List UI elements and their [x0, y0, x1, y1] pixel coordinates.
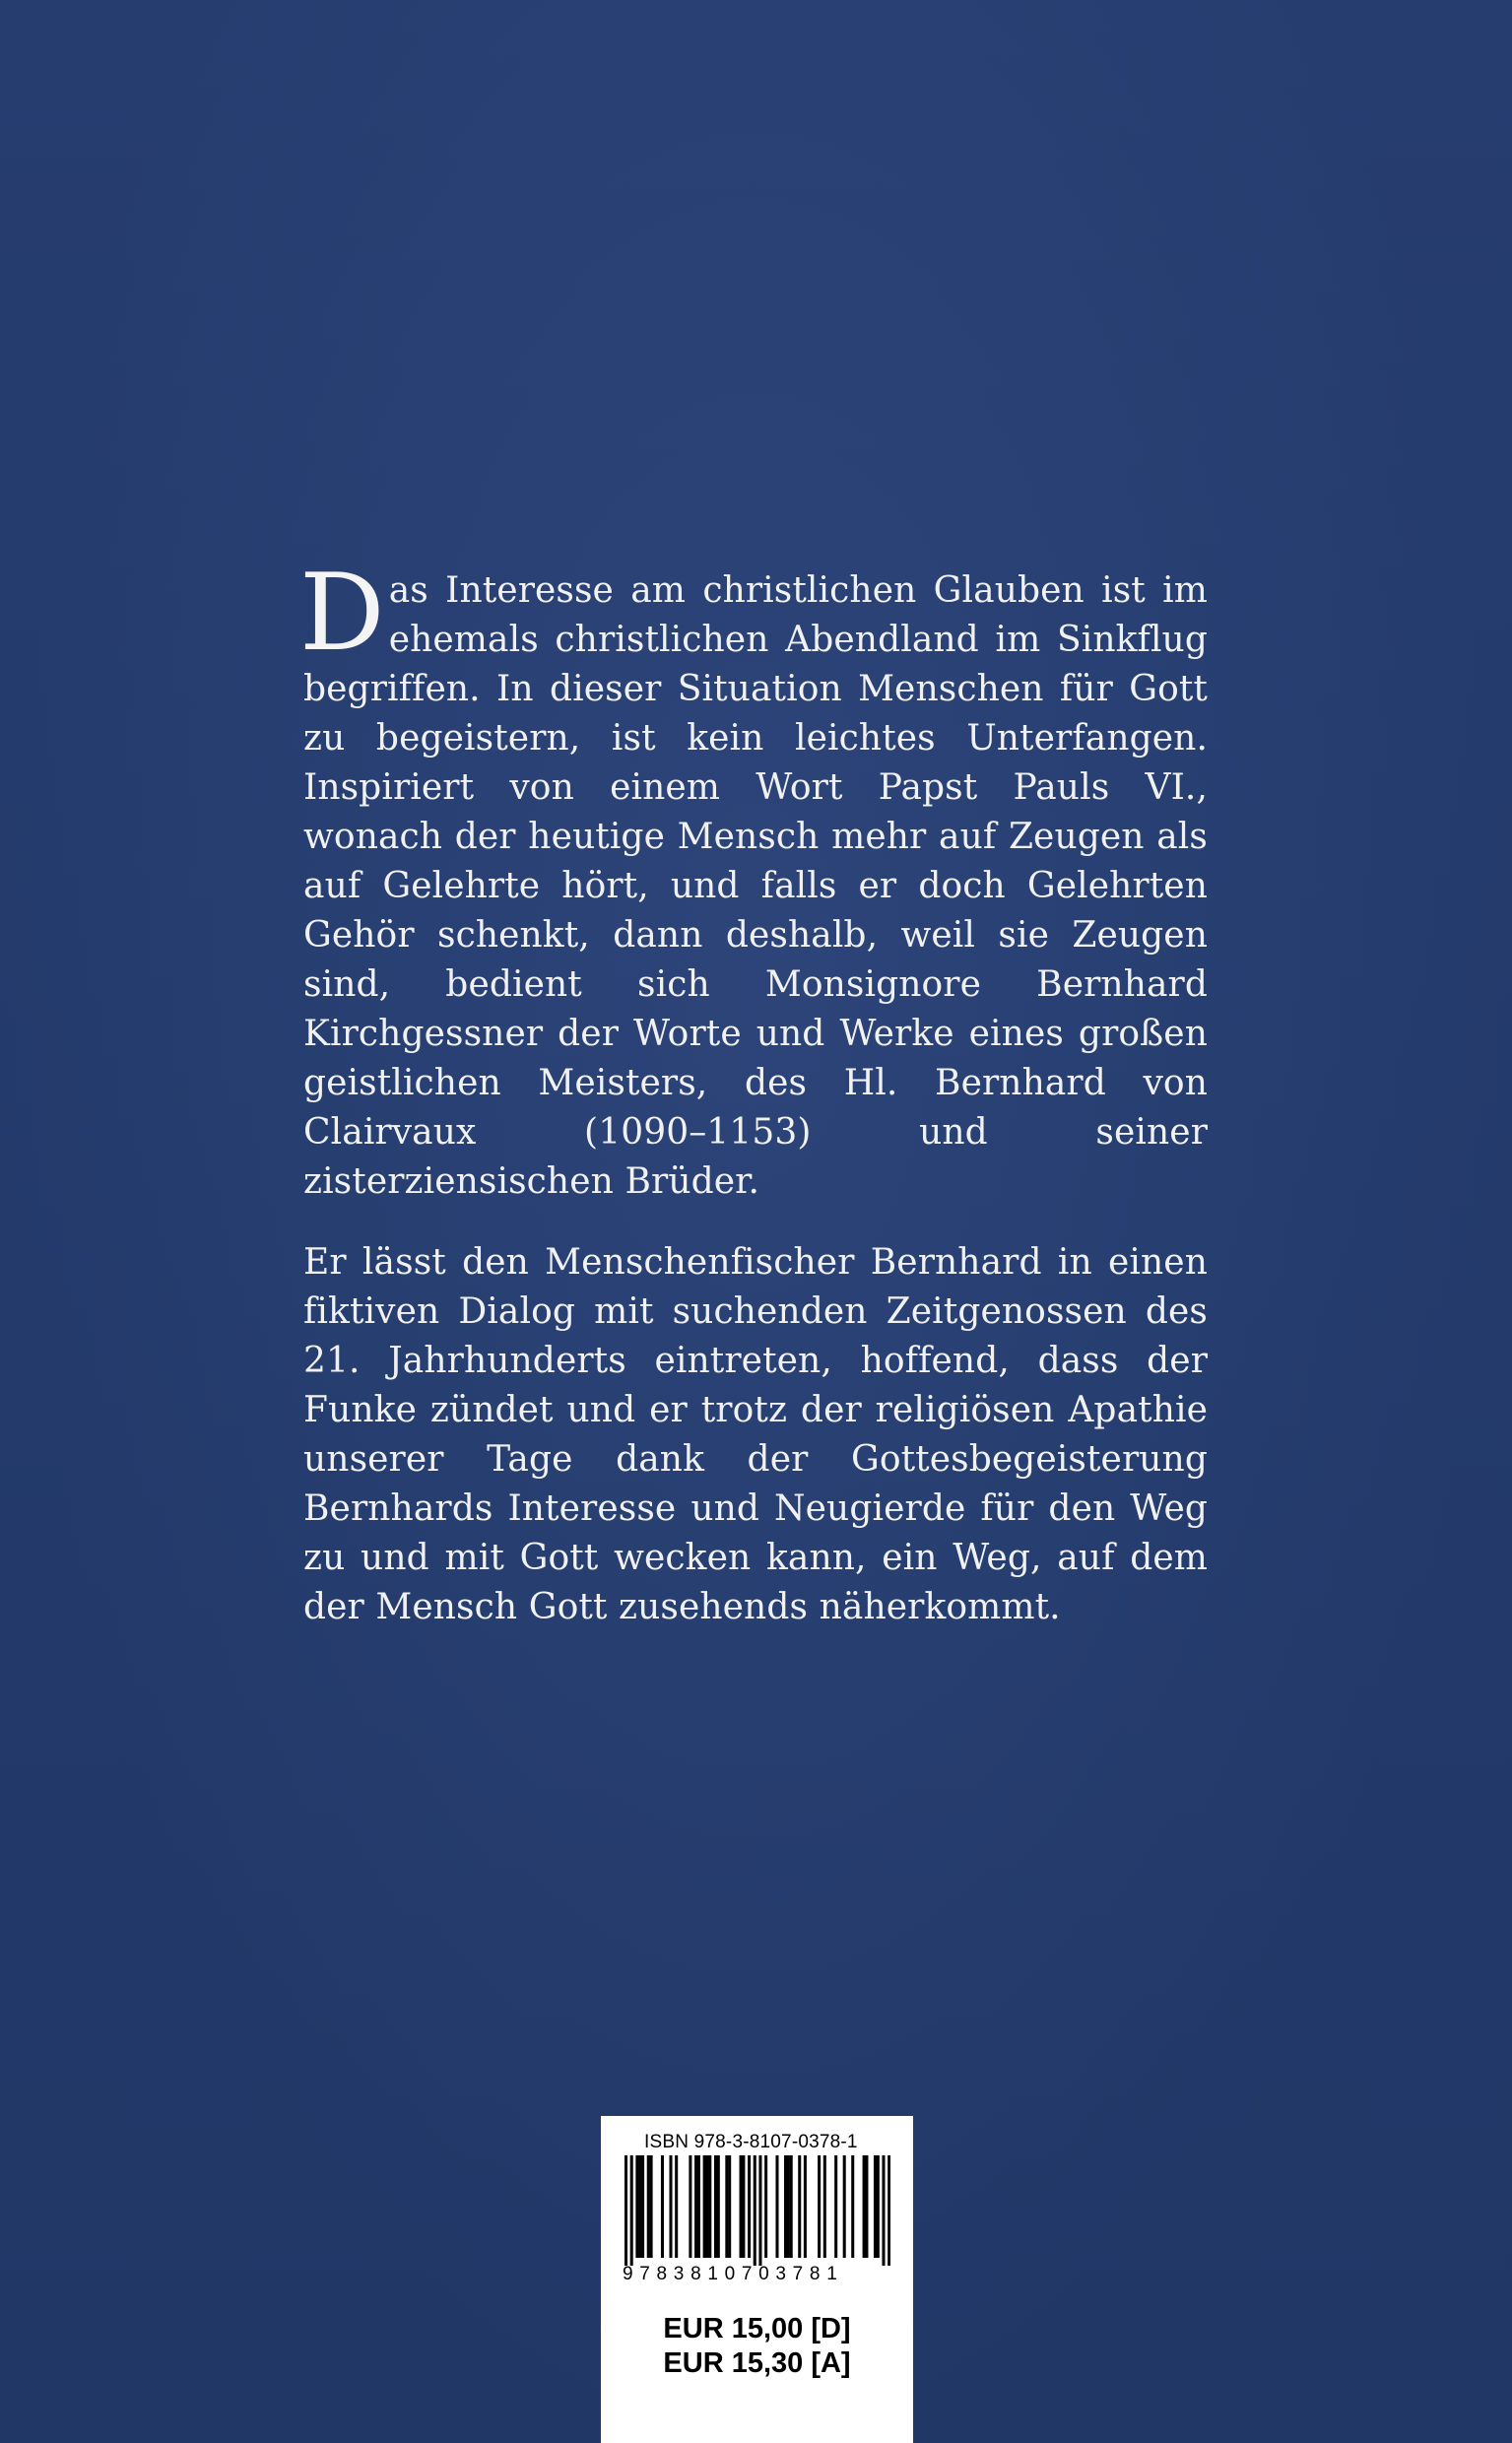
barcode-bar	[717, 2155, 720, 2258]
barcode-bar	[851, 2155, 854, 2258]
barcode-bar	[787, 2155, 790, 2258]
barcode-bar	[775, 2155, 778, 2258]
barcode-bar	[874, 2155, 877, 2258]
barcode-bar	[865, 2155, 868, 2258]
barcode-bar	[748, 2155, 751, 2258]
blurb-paragraph-1-text: as Interesse am christlichen Glauben ist im ehemals christlichen Abendland im Sinkflug begriffen. In dieser Situation Menschen für Gott zu begeistern, ist kein leichtes Unterfangen. Inspiriert von einem Wort Papst Pauls VI., wonach der heutige Mensch mehr auf Zeugen als auf Gelehrte hört, und falls er doch Gelehrten Gehör schenkt, dann deshalb, weil sie Zeugen sind, bedient sich Monsignore Bernhard Kirchgessner der Worte und Werke eines großen geistlichen Meisters, des Hl. Bernhard von Clairvaux (1090–1153) und seiner zisterziensischen Brüder.	[303, 570, 1208, 1202]
barcode-bar	[635, 2155, 638, 2258]
isbn-label: ISBN 978-3-8107-0378-1	[644, 2132, 858, 2152]
price-germany: EUR 15,00 [D]	[663, 2313, 851, 2344]
barcode-bar	[669, 2155, 672, 2258]
barcode-bar	[650, 2155, 653, 2258]
barcode-bar	[764, 2155, 767, 2258]
barcode-bar	[834, 2155, 837, 2258]
barcode-bar	[675, 2155, 678, 2258]
barcode-bar	[705, 2155, 708, 2258]
barcode-bar	[641, 2155, 644, 2258]
barcode-bar	[758, 2155, 761, 2266]
barcode-bar	[790, 2155, 793, 2258]
barcode-bar	[754, 2155, 756, 2266]
barcode-bar	[625, 2155, 627, 2266]
barcode-bar	[798, 2155, 801, 2258]
blurb-text	[299, 552, 1208, 1664]
barcode-bar	[647, 2155, 650, 2258]
price-austria: EUR 15,30 [A]	[663, 2347, 851, 2379]
barcode-bar	[728, 2155, 731, 2258]
barcode-bar	[818, 2155, 821, 2258]
barcode-bar	[697, 2155, 700, 2258]
barcode-bar	[725, 2155, 728, 2258]
barcode-bar	[887, 2155, 890, 2266]
barcode-bar	[638, 2155, 641, 2258]
barcode-bar	[863, 2155, 866, 2258]
barcode-bar	[742, 2155, 745, 2258]
barcode-digits: 9783810703781	[623, 2264, 844, 2284]
barcode-box	[601, 2116, 913, 2443]
barcode-bar	[784, 2155, 787, 2258]
barcode-bar	[630, 2155, 633, 2266]
barcode-image	[625, 2155, 890, 2266]
barcode-bar	[694, 2155, 697, 2258]
barcode-bar	[708, 2155, 711, 2258]
barcode-bar	[689, 2155, 691, 2258]
barcode-bar	[882, 2155, 885, 2266]
barcode-bar	[823, 2155, 826, 2258]
barcode-bar	[843, 2155, 846, 2258]
barcode-bar	[661, 2155, 664, 2258]
barcode-bar	[740, 2155, 743, 2258]
barcode-bar	[804, 2155, 807, 2258]
barcode-bar	[714, 2155, 717, 2258]
barcode-bar	[877, 2155, 880, 2258]
blurb-paragraph-1	[299, 552, 1208, 1207]
drop-cap: D	[299, 552, 385, 675]
barcode-bar	[703, 2155, 706, 2258]
blurb-paragraph-2: Er lässt den Menschenfischer Bernhard in einen fiktiven Dialog mit suchenden Zeitgenossen des 21. Jahrhunderts eintreten, hoffend, dass der Funke zündet und er trotz der religiösen Apathie unserer Tage dank der Gottesbegeisterung Bernhards Interesse und Neugierde für den Weg zu und mit Gott wecken kann, ein Weg, auf dem der Mensch Gott zusehends näherkommt.	[303, 1242, 1208, 1627]
